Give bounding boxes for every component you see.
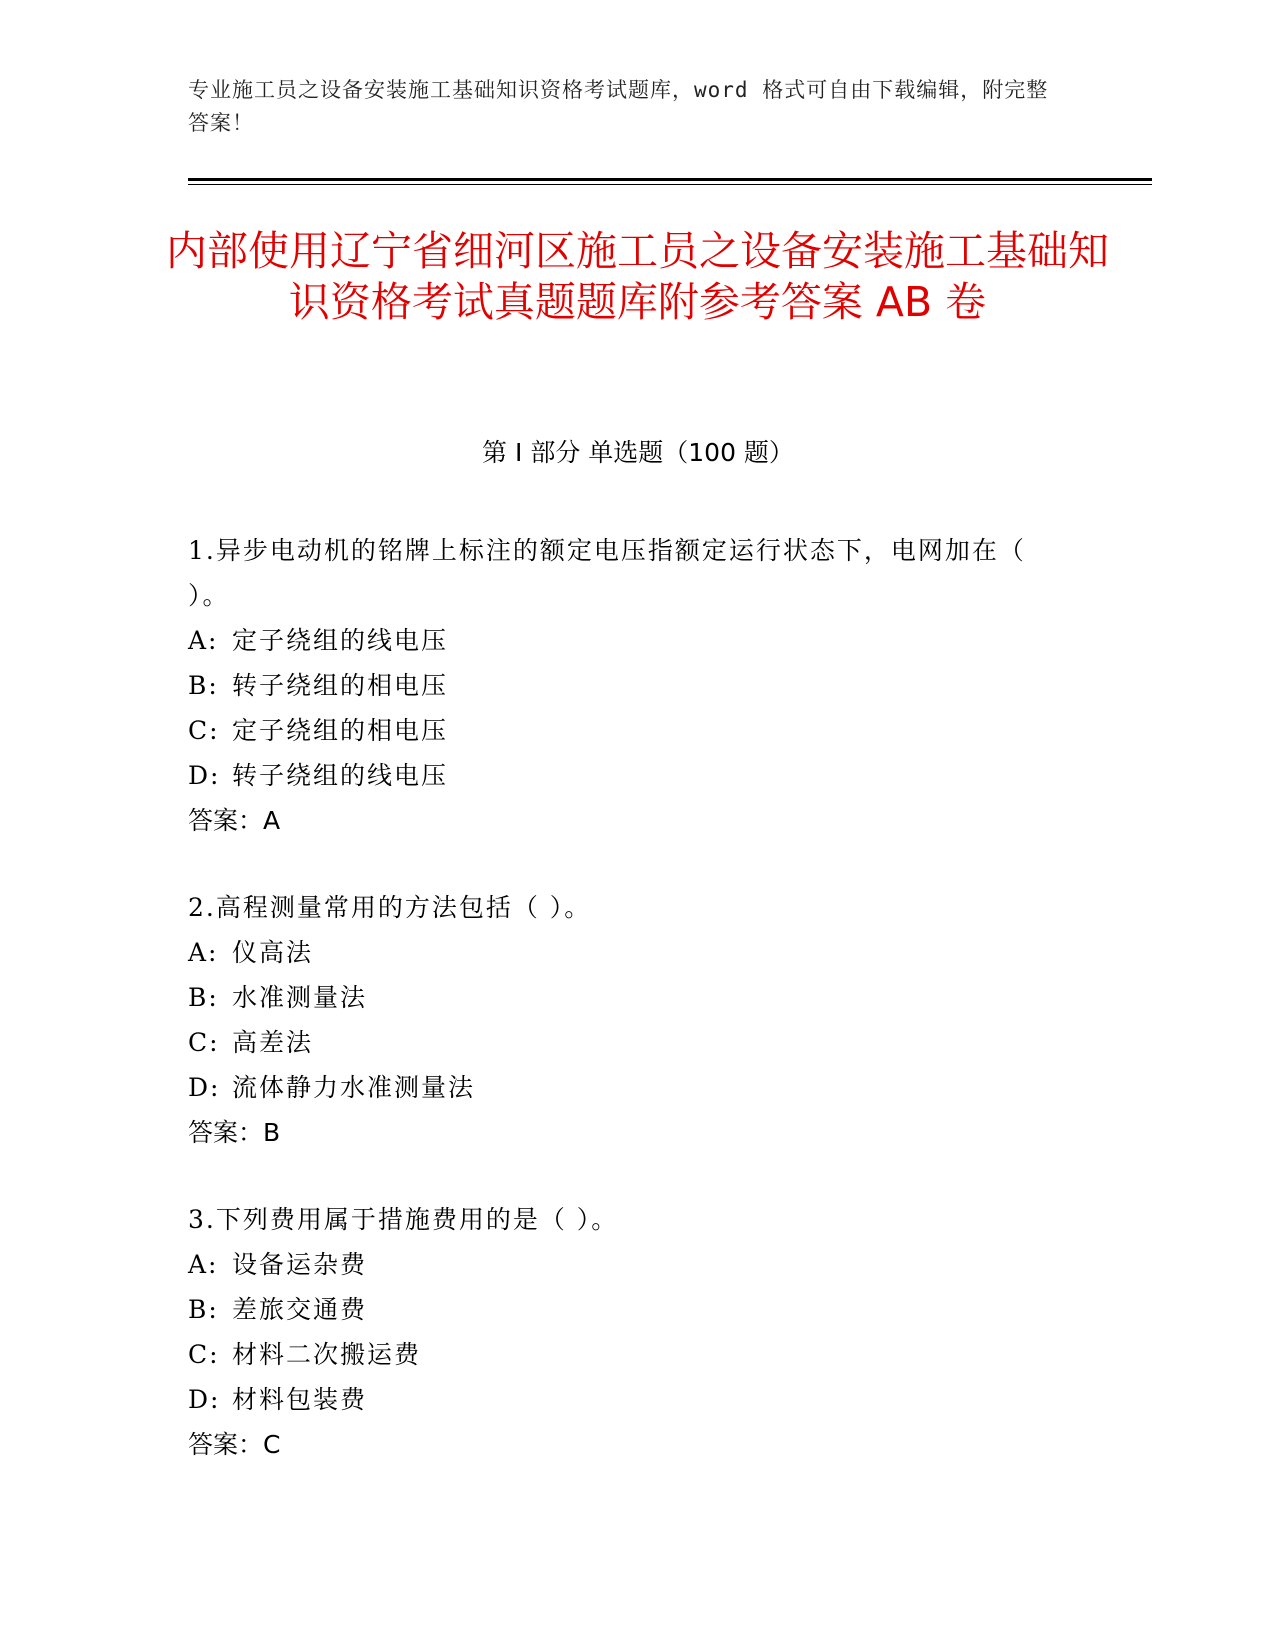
option-text: 高差法 xyxy=(232,1028,314,1057)
option-d xyxy=(188,1065,1068,1110)
answer-label: 答案： xyxy=(188,1430,264,1459)
option-key: D: xyxy=(188,1385,221,1414)
option-key: A: xyxy=(188,1250,219,1279)
option-text: 材料包装费 xyxy=(232,1385,368,1414)
option-b xyxy=(188,663,1068,708)
question-stem: 2.高程测量常用的方法包括（ ）。 xyxy=(188,893,592,922)
option-text: 定子绕组的线电压 xyxy=(232,626,449,655)
answer-label: 答案： xyxy=(188,806,264,835)
option-key: B: xyxy=(188,983,219,1012)
answer-value: B xyxy=(263,1118,281,1147)
option-d xyxy=(188,1377,1068,1422)
option-text: 水准测量法 xyxy=(232,983,368,1012)
option-d xyxy=(188,753,1068,798)
option-key: D: xyxy=(188,761,221,790)
answer-line xyxy=(188,1110,1068,1155)
answer-value: A xyxy=(263,806,281,835)
header-rule-thin xyxy=(188,184,1152,185)
option-text: 流体静力水准测量法 xyxy=(232,1073,476,1102)
option-c xyxy=(188,1332,1068,1377)
option-key: A: xyxy=(188,626,219,655)
option-key: B: xyxy=(188,1295,219,1324)
document-title: 内部使用辽宁省细河区施工员之设备安装施工基础知识资格考试真题题库附参考答案 AB 卷 xyxy=(166,227,1109,326)
header-note: 专业施工员之设备安装施工基础知识资格考试题库，word 格式可自由下载编辑，附完整答案！ xyxy=(188,78,1049,135)
question-1 xyxy=(188,528,1068,843)
option-c xyxy=(188,1020,1068,1065)
option-text: 转子绕组的线电压 xyxy=(232,761,449,790)
answer-line xyxy=(188,798,1068,843)
option-key: D: xyxy=(188,1073,221,1102)
question-stem: 1.异步电动机的铭牌上标注的额定电压指额定运行状态下，电网加在（ ）。 xyxy=(188,536,1026,610)
question-2 xyxy=(188,885,1068,1155)
option-key: C: xyxy=(188,1340,220,1369)
header-rule-thick xyxy=(188,178,1152,181)
option-c xyxy=(188,708,1068,753)
option-text: 设备运杂费 xyxy=(232,1250,368,1279)
option-b xyxy=(188,975,1068,1020)
option-text: 材料二次搬运费 xyxy=(232,1340,422,1369)
option-text: 差旅交通费 xyxy=(232,1295,368,1324)
option-text: 定子绕组的相电压 xyxy=(232,716,449,745)
option-key: C: xyxy=(188,716,220,745)
option-key: A: xyxy=(188,938,219,967)
option-b xyxy=(188,1287,1068,1332)
answer-line xyxy=(188,1422,1068,1467)
answer-label: 答案： xyxy=(188,1118,264,1147)
option-a xyxy=(188,618,1068,663)
answer-value: C xyxy=(263,1430,281,1459)
question-stem: 3.下列费用属于措施费用的是（ ）。 xyxy=(188,1205,619,1234)
question-3 xyxy=(188,1197,1068,1467)
option-text: 仪高法 xyxy=(232,938,314,967)
option-key: C: xyxy=(188,1028,220,1057)
option-key: B: xyxy=(188,671,219,700)
option-a xyxy=(188,930,1068,975)
option-a xyxy=(188,1242,1068,1287)
option-text: 转子绕组的相电压 xyxy=(232,671,449,700)
question-list xyxy=(188,528,1068,1509)
section-heading: 第 I 部分 单选题（100 题） xyxy=(482,438,794,467)
